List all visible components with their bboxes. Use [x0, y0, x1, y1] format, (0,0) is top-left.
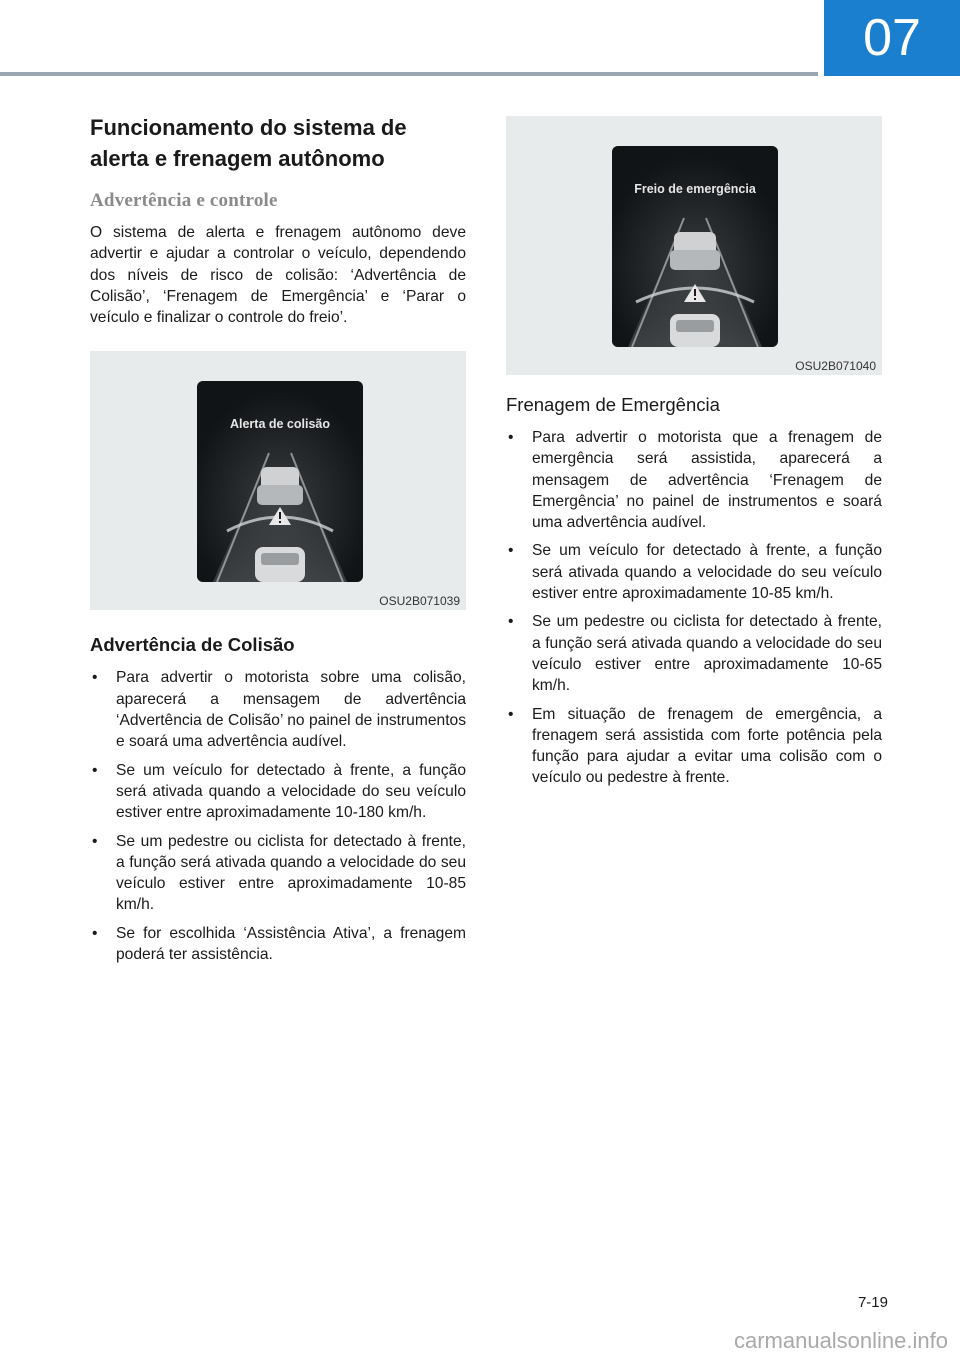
figure-caption: OSU2B071039 [379, 594, 460, 609]
list-item [506, 611, 882, 696]
cluster-message: Alerta de colisão [229, 417, 331, 432]
subsection-heading: Advertência e controle [90, 190, 278, 211]
figure-caption: OSU2B071040 [795, 359, 876, 373]
emergency-brake-list [506, 427, 882, 789]
bullet-icon: • [92, 761, 98, 779]
list-item-text: Se um veículo for detectado à frente, a função será ativada quando a velocidade do seu veículo estiver entre aproximadamente 10-180 km/h. [116, 761, 466, 822]
collision-warning-list [90, 667, 466, 965]
list-item-text: Se for escolhida ‘Assistência Ativa’, a frenagem poderá ter assistência. [116, 924, 466, 964]
list-item [506, 704, 882, 789]
chapter-number: 07 [863, 9, 921, 67]
chapter-tab [824, 0, 960, 76]
bullet-icon: • [508, 613, 514, 631]
list-item [90, 760, 466, 824]
list-item [90, 667, 466, 752]
emergency-brake-heading: Frenagem de Emergência [506, 394, 720, 415]
bullet-icon: • [508, 705, 514, 723]
bullet-icon: • [508, 429, 514, 446]
section-heading: Funcionamento do sistema de alerta e frenagem autônomo [90, 115, 407, 171]
right-column [506, 116, 882, 796]
list-item-text: Se um pedestre ou ciclista for detectado à frente, a função será ativada quando a velocidade do seu veículo estiver entre aproximadamente 10-65 km/h. [532, 613, 882, 695]
list-item-text: Para advertir o motorista que a frenagem de emergência será assistida, aparecerá a mensagem de advertência ‘Frenagem de Emergência’ no painel de instrumentos e soará uma advertência audível. [532, 429, 882, 532]
list-item-text: Em situação de frenagem de emergência, a frenagem será assistida com forte potência pela função para ajudar a evitar uma colisão com o veículo ou pedestre à frente. [532, 705, 882, 787]
intro-paragraph: O sistema de alerta e frenagem autônomo deve advertir e ajudar a controlar o veículo, dependendo dos níveis de risco de colisão: ‘Advertência de Colisão’, ‘Frenagem de Emergência’ e ‘Parar o veículo e finalizar o controle do freio’. [90, 224, 466, 327]
bullet-icon: • [92, 669, 98, 687]
cluster-message: Freio de emergência [634, 182, 756, 196]
figure-collision-alert [90, 351, 466, 610]
figure-emergency-brake [506, 116, 882, 375]
collision-warning-heading: Advertência de Colisão [90, 634, 295, 656]
list-item-text: Para advertir o motorista sobre uma colisão, aparecerá a mensagem de advertência ‘Advertência de Colisão’ no painel de instrumentos e soará uma advertência audível. [116, 669, 466, 751]
list-item [506, 540, 882, 604]
header-rule [0, 72, 818, 76]
left-column [90, 112, 466, 972]
list-item [90, 831, 466, 916]
list-item [90, 923, 466, 966]
bullet-icon: • [92, 832, 98, 850]
emergency-brake-illustration [612, 146, 778, 347]
cluster-display [612, 146, 778, 347]
list-item-text: Se um veículo for detectado à frente, a função será ativada quando a velocidade do seu veículo estiver entre aproximadamente 10-85 km/h. [532, 542, 882, 603]
cluster-display [197, 381, 363, 582]
list-item-text: Se um pedestre ou ciclista for detectado à frente, a função será ativada quando a velocidade do seu veículo estiver entre aproximadamente 10-85 km/h. [116, 832, 466, 914]
watermark-text: carmanualsonline.info [733, 1328, 948, 1353]
list-item [506, 427, 882, 533]
bullet-icon: • [92, 924, 98, 942]
bullet-icon: • [508, 542, 514, 560]
page-number: 7-19 [857, 1294, 888, 1311]
collision-alert-illustration [197, 381, 363, 582]
